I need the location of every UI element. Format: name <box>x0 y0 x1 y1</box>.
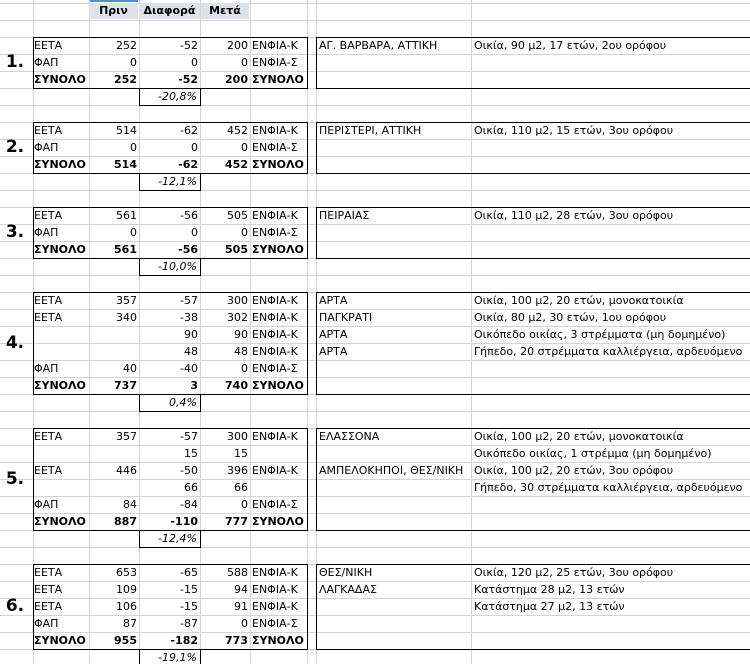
percent-change-cell[interactable]: -12,1% <box>158 175 197 188</box>
property-description-cell[interactable]: Οικία, 90 μ2, 17 ετών, 2ου ορόφου <box>474 39 667 52</box>
before-value-cell[interactable]: 357 <box>116 430 137 443</box>
total-diff-cell[interactable]: -110 <box>170 515 198 528</box>
property-description-cell[interactable]: Κατάστημα 28 μ2, 13 ετών <box>474 583 625 596</box>
total-after-cell[interactable]: 777 <box>225 515 248 528</box>
diff-value-cell[interactable]: -50 <box>180 464 198 477</box>
diff-value-cell[interactable]: 0 <box>191 56 198 69</box>
before-value-cell[interactable] <box>89 445 137 462</box>
after-value-cell[interactable]: 15 <box>234 447 248 460</box>
diff-value-cell[interactable]: 90 <box>184 328 198 341</box>
before-value-cell[interactable]: 0 <box>130 56 137 69</box>
diff-value-cell[interactable]: -56 <box>180 209 198 222</box>
tax-type-cell[interactable]: ΕΝΦΙΑ-Κ <box>252 464 298 477</box>
row-label-cell[interactable]: ΕΕΤΑ <box>34 430 63 443</box>
after-value-cell[interactable]: 452 <box>227 124 248 137</box>
after-value-cell[interactable]: 0 <box>241 141 248 154</box>
after-value-cell[interactable]: 0 <box>241 498 248 511</box>
after-value-cell[interactable]: 0 <box>241 362 248 375</box>
tax-type-cell[interactable]: ΕΝΦΙΑ-Κ <box>252 39 298 52</box>
property-description-cell[interactable] <box>474 139 750 156</box>
total-before-cell[interactable]: 252 <box>114 73 137 86</box>
before-value-cell[interactable]: 109 <box>116 583 137 596</box>
total-type-cell[interactable]: ΣΥΝΟΛΟ <box>252 73 304 86</box>
before-value-cell[interactable]: 0 <box>130 141 137 154</box>
tax-type-cell[interactable]: ΕΝΦΙΑ-Κ <box>252 566 298 579</box>
percent-change-cell[interactable]: -19,1% <box>158 651 197 664</box>
location-cell[interactable]: ΛΑΓΚΑΔΑΣ <box>319 583 377 596</box>
tax-type-cell[interactable]: ΕΝΦΙΑ-Κ <box>252 209 298 222</box>
property-description-cell[interactable]: Οικία, 80 μ2, 30 ετών, 1ου ορόφου <box>474 311 667 324</box>
total-after-cell[interactable]: 452 <box>225 158 248 171</box>
before-value-cell[interactable]: 84 <box>123 498 137 511</box>
tax-type-cell[interactable]: ΕΝΦΙΑ-Σ <box>252 56 298 69</box>
before-value-cell[interactable] <box>89 326 137 343</box>
diff-value-cell[interactable]: -84 <box>180 498 198 511</box>
row-label-cell[interactable]: ΕΕΤΑ <box>34 39 63 52</box>
location-cell[interactable] <box>319 479 469 496</box>
percent-change-cell[interactable]: -10,0% <box>158 260 197 273</box>
location-cell[interactable]: ΠΕΡΙΣΤΕΡΙ, ΑΤΤΙΚΗ <box>319 124 422 137</box>
total-label-cell[interactable]: ΣΥΝΟΛΟ <box>34 73 86 86</box>
location-cell[interactable]: ΑΡΤΑ <box>319 345 348 358</box>
tax-type-cell[interactable]: ΕΝΦΙΑ-Κ <box>252 583 298 596</box>
total-label-cell[interactable]: ΣΥΝΟΛΟ <box>34 243 86 256</box>
after-value-cell[interactable]: 66 <box>234 481 248 494</box>
row-label-cell[interactable]: ΕΕΤΑ <box>34 311 63 324</box>
property-description-cell[interactable]: Οικία, 100 μ2, 20 ετών, μονοκατοικία <box>474 294 684 307</box>
location-cell[interactable] <box>319 360 469 377</box>
diff-value-cell[interactable]: -57 <box>180 430 198 443</box>
total-type-cell[interactable]: ΣΥΝΟΛΟ <box>252 243 304 256</box>
tax-type-cell[interactable]: ΕΝΦΙΑ-Κ <box>252 328 298 341</box>
property-description-cell[interactable] <box>474 496 750 513</box>
group-number: 4. <box>5 333 25 353</box>
property-description-cell[interactable] <box>474 54 750 71</box>
after-value-cell[interactable]: 0 <box>241 617 248 630</box>
total-diff-cell[interactable]: -56 <box>178 243 198 256</box>
before-value-cell[interactable]: 106 <box>116 600 137 613</box>
property-description-cell[interactable] <box>474 360 750 377</box>
property-description-cell[interactable]: Οικόπεδο οικίας, 3 στρέμματα (μη δομημένο) <box>474 328 726 341</box>
property-description-cell[interactable]: Οικία, 120 μ2, 25 ετών, 3ου ορόφου <box>474 566 674 579</box>
location-cell[interactable]: ΑΡΤΑ <box>319 294 348 307</box>
tax-type-cell[interactable]: ΕΝΦΙΑ-Σ <box>252 362 298 375</box>
property-description-cell[interactable]: Οικία, 110 μ2, 15 ετών, 3ου ορόφου <box>474 124 674 137</box>
after-value-cell[interactable]: 91 <box>234 600 248 613</box>
diff-value-cell[interactable]: 66 <box>184 481 198 494</box>
row-label-cell[interactable]: ΕΕΤΑ <box>34 464 63 477</box>
column-header-before[interactable]: Πριν <box>89 3 138 19</box>
group-number: 2. <box>5 137 25 157</box>
after-value-cell[interactable]: 0 <box>241 56 248 69</box>
diff-value-cell[interactable]: -52 <box>180 39 198 52</box>
property-description-cell[interactable]: Γήπεδο, 20 στρέμματα καλλιέργεια, αρδευόμενο <box>474 345 743 358</box>
total-after-cell[interactable]: 200 <box>225 73 248 86</box>
location-cell[interactable]: ΘΕΣ/ΝΙΚΗ <box>319 566 373 579</box>
total-diff-cell[interactable]: 3 <box>190 379 198 392</box>
total-before-cell[interactable]: 561 <box>114 243 137 256</box>
row-label-cell[interactable] <box>34 479 88 496</box>
before-value-cell[interactable] <box>89 343 137 360</box>
total-before-cell[interactable]: 514 <box>114 158 137 171</box>
group-number: 1. <box>5 52 25 72</box>
total-diff-cell[interactable]: -62 <box>178 158 198 171</box>
location-cell[interactable] <box>319 445 469 462</box>
percent-change-cell[interactable]: 0,4% <box>169 396 197 409</box>
row-label-cell[interactable]: ΦΑΠ <box>34 141 59 154</box>
diff-value-cell[interactable]: 48 <box>184 345 198 358</box>
before-value-cell[interactable]: 357 <box>116 294 137 307</box>
total-before-cell[interactable]: 887 <box>114 515 137 528</box>
location-cell[interactable]: ΑΓ. ΒΑΡΒΑΡΑ, ΑΤΤΙΚΗ <box>319 39 438 52</box>
row-label-cell[interactable]: ΦΑΠ <box>34 226 59 239</box>
before-value-cell[interactable]: 446 <box>116 464 137 477</box>
property-description-cell[interactable] <box>474 224 750 241</box>
diff-value-cell[interactable]: -38 <box>180 311 198 324</box>
diff-value-cell[interactable]: -57 <box>180 294 198 307</box>
tax-type-cell[interactable]: ΕΝΦΙΑ-Κ <box>252 345 298 358</box>
after-value-cell[interactable]: 200 <box>227 39 248 52</box>
after-value-cell[interactable]: 396 <box>227 464 248 477</box>
row-label-cell[interactable]: ΦΑΠ <box>34 617 59 630</box>
row-label-cell[interactable] <box>34 326 88 343</box>
location-cell[interactable] <box>319 496 469 513</box>
row-label-cell[interactable]: ΕΕΤΑ <box>34 294 63 307</box>
total-after-cell[interactable]: 505 <box>225 243 248 256</box>
property-description-cell[interactable]: Οικία, 110 μ2, 28 ετών, 3ου ορόφου <box>474 209 674 222</box>
diff-value-cell[interactable]: -62 <box>180 124 198 137</box>
location-cell[interactable] <box>319 598 469 615</box>
total-label-cell[interactable]: ΣΥΝΟΛΟ <box>34 634 86 647</box>
before-value-cell[interactable]: 40 <box>123 362 137 375</box>
before-value-cell[interactable]: 340 <box>116 311 137 324</box>
group-number: 6. <box>5 596 25 616</box>
percent-change-cell[interactable]: -12,4% <box>158 532 197 545</box>
tax-type-cell[interactable]: ΕΝΦΙΑ-Σ <box>252 226 298 239</box>
row-label-cell[interactable]: ΕΕΤΑ <box>34 209 63 222</box>
location-cell[interactable] <box>319 615 469 632</box>
diff-value-cell[interactable]: 15 <box>184 447 198 460</box>
before-value-cell[interactable]: 87 <box>123 617 137 630</box>
diff-value-cell[interactable]: -40 <box>180 362 198 375</box>
percent-change-cell[interactable]: -20,8% <box>158 90 197 103</box>
total-type-cell[interactable]: ΣΥΝΟΛΟ <box>252 158 304 171</box>
tax-type-cell[interactable]: ΕΝΦΙΑ-Κ <box>252 430 298 443</box>
before-value-cell[interactable]: 0 <box>130 226 137 239</box>
total-diff-cell[interactable]: -182 <box>170 634 198 647</box>
property-description-cell[interactable]: Γήπεδο, 30 στρέμματα καλλιέργεια, αρδευόμενο <box>474 481 743 494</box>
after-value-cell[interactable]: 588 <box>227 566 248 579</box>
column-header-diff[interactable]: Διαφορά <box>139 3 200 19</box>
diff-value-cell[interactable]: -15 <box>180 583 198 596</box>
diff-value-cell[interactable]: -15 <box>180 600 198 613</box>
after-value-cell[interactable]: 302 <box>227 311 248 324</box>
tax-type-cell[interactable] <box>252 479 306 496</box>
after-value-cell[interactable]: 0 <box>241 226 248 239</box>
before-value-cell[interactable]: 653 <box>116 566 137 579</box>
diff-value-cell[interactable]: -65 <box>180 566 198 579</box>
tax-type-cell[interactable]: ΕΝΦΙΑ-Σ <box>252 617 298 630</box>
location-cell[interactable]: ΑΜΠΕΛΟΚΗΠΟΙ, ΘΕΣ/ΝΙΚΗ <box>319 464 464 477</box>
total-label-cell[interactable]: ΣΥΝΟΛΟ <box>34 158 86 171</box>
total-label-cell[interactable]: ΣΥΝΟΛΟ <box>34 515 86 528</box>
diff-value-cell[interactable]: 0 <box>191 141 198 154</box>
tax-type-cell[interactable]: ΕΝΦΙΑ-Κ <box>252 600 298 613</box>
after-value-cell[interactable]: 94 <box>234 583 248 596</box>
row-label-cell[interactable]: ΦΑΠ <box>34 362 59 375</box>
before-value-cell[interactable] <box>89 479 137 496</box>
column-header-after[interactable]: Μετά <box>201 3 249 19</box>
location-cell[interactable]: ΠΑΓΚΡΑΤΙ <box>319 311 373 324</box>
property-description-cell[interactable]: Οικία, 100 μ2, 20 ετών, μονοκατοικία <box>474 430 684 443</box>
tax-type-cell[interactable]: ΕΝΦΙΑ-Κ <box>252 311 298 324</box>
group-number: 3. <box>5 222 25 242</box>
total-before-cell[interactable]: 737 <box>114 379 137 392</box>
tax-type-cell[interactable] <box>252 445 306 462</box>
row-label-cell[interactable] <box>34 343 88 360</box>
tax-type-cell[interactable]: ΕΝΦΙΑ-Κ <box>252 294 298 307</box>
total-after-cell[interactable]: 740 <box>225 379 248 392</box>
property-description-cell[interactable]: Οικία, 100 μ2, 20 ετών, 3ου ορόφου <box>474 464 674 477</box>
group-number: 5. <box>5 469 25 489</box>
diff-value-cell[interactable]: -87 <box>180 617 198 630</box>
row-label-cell[interactable] <box>34 445 88 462</box>
total-label-cell[interactable]: ΣΥΝΟΛΟ <box>34 379 86 392</box>
location-cell[interactable] <box>319 54 469 71</box>
property-description-cell[interactable]: Κατάστημα 27 μ2, 13 ετών <box>474 600 625 613</box>
property-description-cell[interactable] <box>474 615 750 632</box>
total-before-cell[interactable]: 955 <box>114 634 137 647</box>
tax-type-cell[interactable]: ΕΝΦΙΑ-Κ <box>252 124 298 137</box>
location-cell[interactable]: ΠΕΙΡΑΙΑΣ <box>319 209 370 222</box>
before-value-cell[interactable]: 514 <box>116 124 137 137</box>
after-value-cell[interactable]: 300 <box>227 294 248 307</box>
property-description-cell[interactable]: Οικόπεδο οικίας, 1 στρέμμα (μη δομημένο) <box>474 447 712 460</box>
row-label-cell[interactable]: ΕΕΤΑ <box>34 124 63 137</box>
location-cell[interactable]: ΑΡΤΑ <box>319 328 348 341</box>
after-value-cell[interactable]: 90 <box>234 328 248 341</box>
column-header-accent <box>90 0 138 2</box>
row-label-cell[interactable]: ΕΕΤΑ <box>34 600 63 613</box>
location-cell[interactable] <box>319 139 469 156</box>
total-type-cell[interactable]: ΣΥΝΟΛΟ <box>252 515 304 528</box>
before-value-cell[interactable]: 252 <box>116 39 137 52</box>
diff-value-cell[interactable]: 0 <box>191 226 198 239</box>
row-label-cell[interactable]: ΕΕΤΑ <box>34 583 63 596</box>
total-type-cell[interactable]: ΣΥΝΟΛΟ <box>252 379 304 392</box>
location-cell[interactable]: ΕΛΑΣΣΟΝΑ <box>319 430 380 443</box>
after-value-cell[interactable]: 48 <box>234 345 248 358</box>
after-value-cell[interactable]: 300 <box>227 430 248 443</box>
location-cell[interactable] <box>319 224 469 241</box>
row-label-cell[interactable]: ΕΕΤΑ <box>34 566 63 579</box>
tax-type-cell[interactable]: ΕΝΦΙΑ-Σ <box>252 141 298 154</box>
total-type-cell[interactable]: ΣΥΝΟΛΟ <box>252 634 304 647</box>
total-after-cell[interactable]: 773 <box>225 634 248 647</box>
total-diff-cell[interactable]: -52 <box>178 73 198 86</box>
tax-type-cell[interactable]: ΕΝΦΙΑ-Σ <box>252 498 298 511</box>
before-value-cell[interactable]: 561 <box>116 209 137 222</box>
after-value-cell[interactable]: 505 <box>227 209 248 222</box>
row-label-cell[interactable]: ΦΑΠ <box>34 498 59 511</box>
row-label-cell[interactable]: ΦΑΠ <box>34 56 59 69</box>
